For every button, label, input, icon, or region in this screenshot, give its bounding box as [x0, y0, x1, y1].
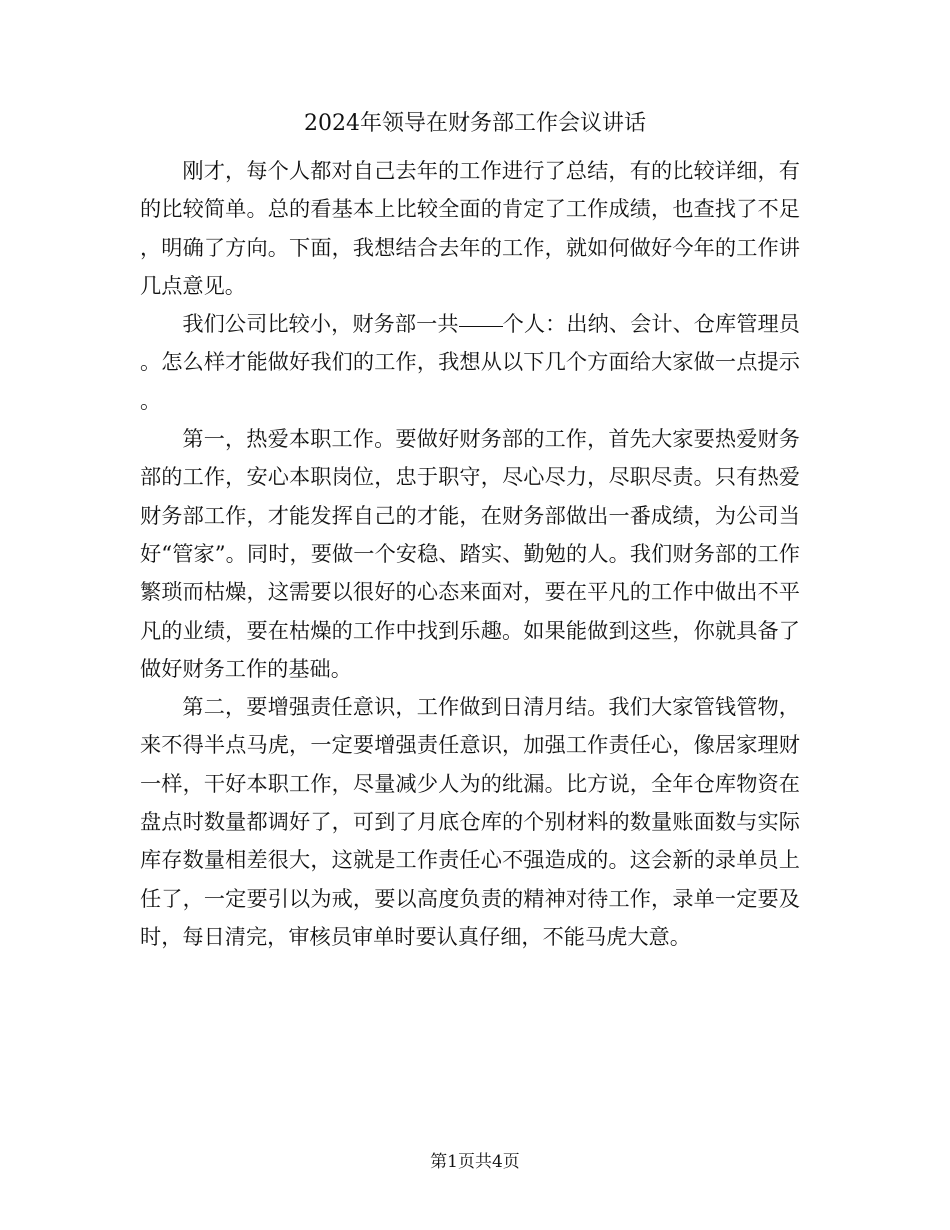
page-number: 第1页共4页	[430, 1152, 520, 1172]
paragraph-2-after-blank: 个人：出纳、会计、仓库管理员。怎么样才能做好我们的工作，我想从以下几个方面给大家做一点提示。	[140, 311, 800, 413]
fill-in-blank	[459, 325, 503, 327]
paragraph-2	[140, 305, 800, 420]
paragraph-1: 刚才，每个人都对自己去年的工作进行了总结，有的比较详细，有的比较简单。总的看基本上比较全面的肯定了工作成绩，也查找了不足，明确了方向。下面，我想结合去年的工作，就如何做好今年的工作讲几点意见。	[140, 158, 800, 298]
document-body	[140, 152, 800, 956]
paragraph-3: 第一，热爱本职工作。要做好财务部的工作，首先大家要热爱财务部的工作，安心本职岗位，忠于职守，尽心尽力，尽职尽责。只有热爱财务部工作，才能发挥自己的才能，在财务部做出一番成绩，为公司当好“管家”。同时，要做一个安稳、踏实、勤勉的人。我们财务部的工作繁琐而枯燥，这需要以很好的心态来面对，要在平凡的工作中做出不平凡的业绩，要在枯燥的工作中找到乐趣。如果能做到这些，你就具备了做好财务工作的基础。	[140, 426, 800, 681]
paragraph-2-before-blank: 我们公司比较小，财务部一共	[182, 311, 459, 337]
document-title: 2024年领导在财务部工作会议讲话	[304, 111, 646, 136]
paragraph-4: 第二，要增强责任意识，工作做到日清月结。我们大家管钱管物，来不得半点马虎，一定要增强责任意识，加强工作责任心，像居家理财一样，干好本职工作，尽量减少人为的纰漏。比方说，全年仓库物资在盘点时数量都调好了，可到了月底仓库的个别材料的数量账面数与实际库存数量相差很大，这就是工作责任心不强造成的。这会新的录单员上任了，一定要引以为戒，要以高度负责的精神对待工作，录单一定要及时，每日清完，审核员审单时要认真仔细，不能马虎大意。	[140, 694, 800, 949]
